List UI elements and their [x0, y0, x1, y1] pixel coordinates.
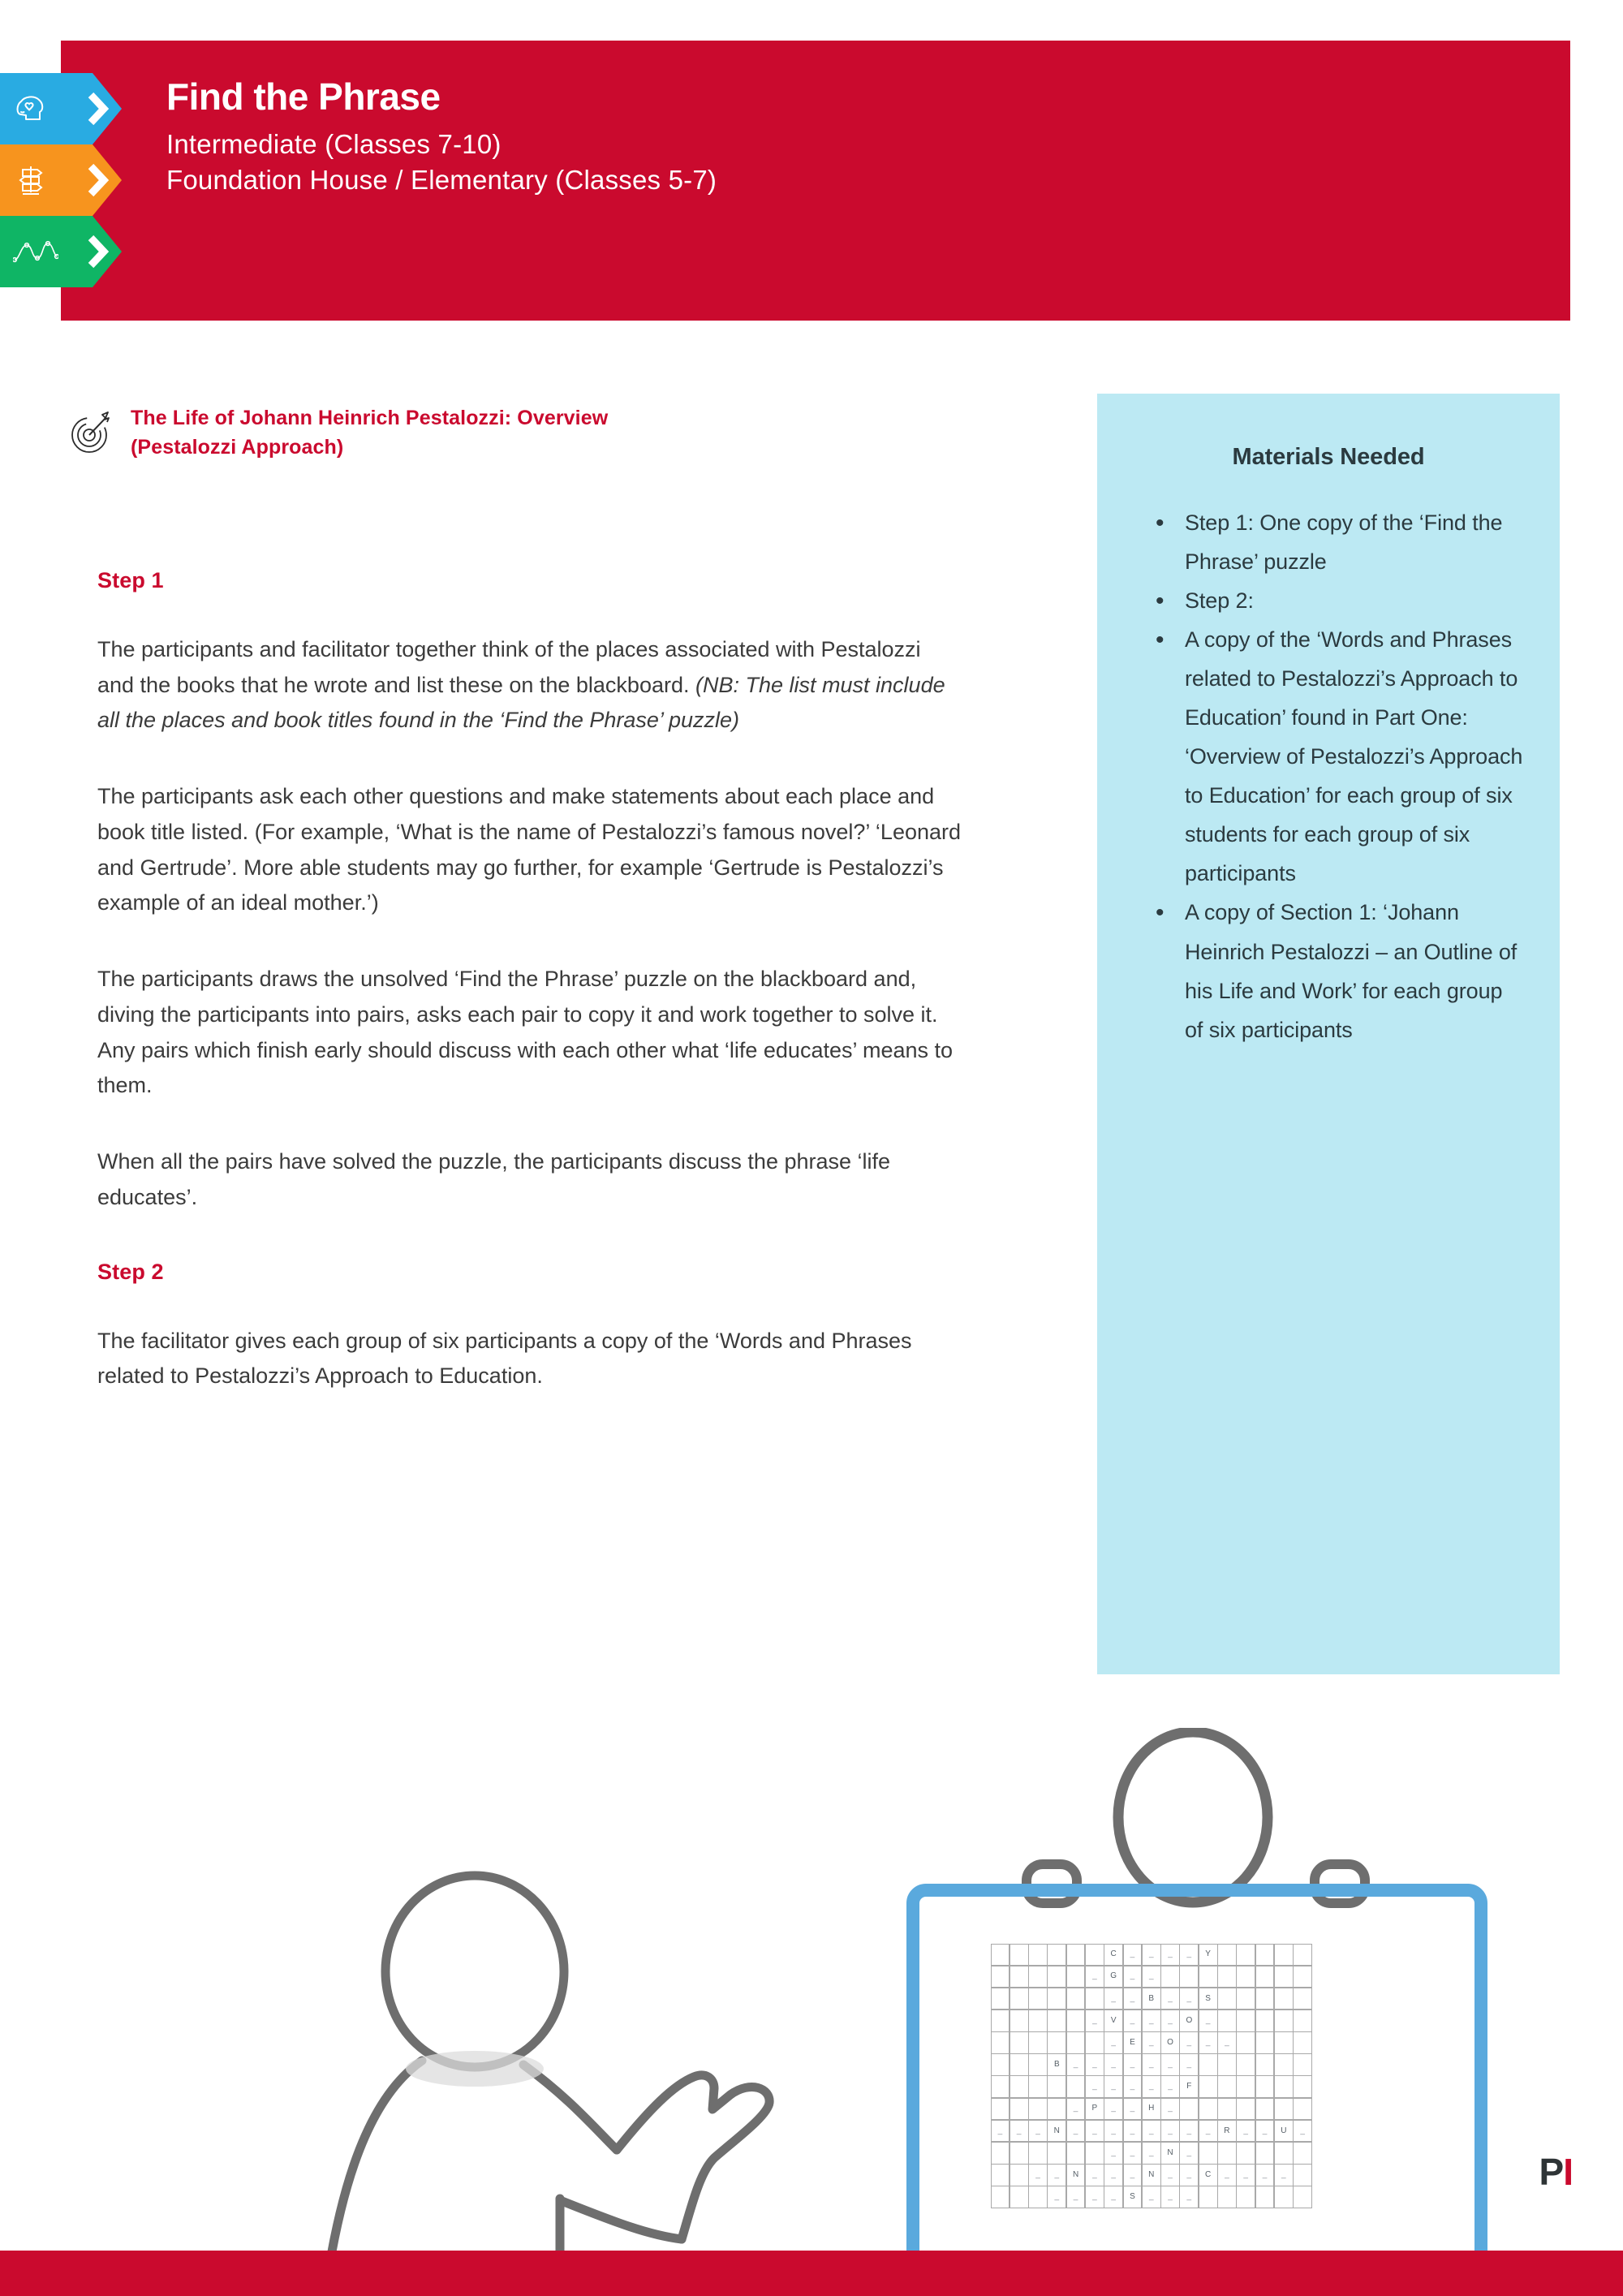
- chevron-right-icon: [86, 163, 110, 197]
- puzzle-cell-r6-c17[interactable]: [1293, 2053, 1312, 2076]
- puzzle-cell-r10-c12[interactable]: [1199, 2142, 1218, 2165]
- puzzle-cell-r2-c4[interactable]: [1047, 1966, 1066, 1988]
- puzzle-cell-r1-c15[interactable]: [1255, 1944, 1275, 1966]
- person-gesturing-figure: [325, 1876, 769, 2296]
- puzzle-cell-r8-c3[interactable]: [1028, 2098, 1048, 2121]
- puzzle-cell-r9-c16[interactable]: U: [1274, 2120, 1294, 2143]
- puzzle-cell-r6-c12[interactable]: [1199, 2053, 1218, 2076]
- puzzle-cell-r12-c5[interactable]: _: [1066, 2186, 1086, 2208]
- step-1-paragraph-1-note: (NB: The list must include all the places and book titles found in the ‘Find the Phrase’ puzzle): [97, 672, 945, 733]
- figure-arm-lower: [560, 2200, 682, 2239]
- puzzle-cell-r5-c11[interactable]: _: [1179, 2031, 1199, 2054]
- header-text-block: [166, 75, 717, 198]
- puzzle-cell-r9-c13[interactable]: R: [1217, 2120, 1237, 2143]
- puzzle-cell-r4-c15[interactable]: [1255, 2010, 1275, 2032]
- puzzle-cell-r4-c13[interactable]: [1217, 2010, 1237, 2032]
- puzzle-cell-r6-c16[interactable]: [1274, 2053, 1294, 2076]
- puzzle-cell-r4-c10[interactable]: _: [1160, 2010, 1180, 2032]
- puzzle-cell-r3-c6[interactable]: [1085, 1988, 1104, 2010]
- puzzle-cell-r4-c9[interactable]: _: [1142, 2010, 1161, 2032]
- puzzle-cell-r9-c7[interactable]: _: [1104, 2120, 1123, 2143]
- puzzle-cell-r6-c13[interactable]: [1217, 2053, 1237, 2076]
- puzzle-cell-r1-c16[interactable]: [1274, 1944, 1294, 1966]
- puzzle-cell-r12-c10[interactable]: _: [1160, 2186, 1180, 2208]
- puzzle-cell-r11-c13[interactable]: _: [1217, 2164, 1237, 2186]
- puzzle-cell-r11-c4[interactable]: _: [1047, 2164, 1066, 2186]
- step-1-label: Step 1: [97, 568, 164, 592]
- puzzle-cell-r12-c16[interactable]: [1274, 2186, 1294, 2208]
- puzzle-cell-r6-c5[interactable]: _: [1066, 2053, 1086, 2076]
- puzzle-cell-r10-c7[interactable]: _: [1104, 2142, 1123, 2165]
- easel-top-ring: [1118, 1732, 1268, 1902]
- wave-chart-icon: [13, 235, 58, 268]
- puzzle-cell-r7-c10[interactable]: _: [1160, 2075, 1180, 2098]
- puzzle-cell-r5-c5[interactable]: [1066, 2031, 1086, 2054]
- step-2-label: Step 2: [97, 1259, 164, 1284]
- puzzle-cell-r7-c12[interactable]: [1199, 2075, 1218, 2098]
- puzzle-cell-r4-c6[interactable]: _: [1085, 2010, 1104, 2032]
- chevron-wave-chart: [0, 216, 122, 287]
- puzzle-cell-r5-c6[interactable]: [1085, 2031, 1104, 2054]
- puzzle-cell-r3-c14[interactable]: [1236, 1988, 1255, 2010]
- puzzle-cell-r4-c3[interactable]: [1028, 2010, 1048, 2032]
- step-1-paragraph-4: When all the pairs have solved the puzzle, the participants discuss the phrase ‘life educates’.: [97, 1149, 891, 1209]
- step-1-paragraph-1-plain: The participants and facilitator together think of the places associated with Pestalozzi and the books that he wrote and list these on the blackboard.: [97, 637, 921, 697]
- puzzle-cell-r1-c9[interactable]: _: [1142, 1944, 1161, 1966]
- puzzle-cell-r9-c11[interactable]: _: [1179, 2120, 1199, 2143]
- puzzle-cell-r6-c6[interactable]: _: [1085, 2053, 1104, 2076]
- puzzle-cell-r11-c16[interactable]: _: [1274, 2164, 1294, 2186]
- puzzle-cell-r2-c5[interactable]: [1066, 1966, 1086, 1988]
- puzzle-cell-r7-c17[interactable]: [1293, 2075, 1312, 2098]
- puzzle-cell-r1-c6[interactable]: [1085, 1944, 1104, 1966]
- puzzle-cell-r4-c5[interactable]: [1066, 2010, 1086, 2032]
- puzzle-cell-r2-c16[interactable]: [1274, 1966, 1294, 1988]
- puzzle-cell-r4-c8[interactable]: _: [1123, 2010, 1143, 2032]
- puzzle-cell-r8-c12[interactable]: [1199, 2098, 1218, 2121]
- puzzle-cell-r1-c17[interactable]: [1293, 1944, 1312, 1966]
- puzzle-cell-r8-c17[interactable]: [1293, 2098, 1312, 2121]
- puzzle-cell-r4-c14[interactable]: [1236, 2010, 1255, 2032]
- puzzle-cell-r4-c7[interactable]: V: [1104, 2010, 1123, 2032]
- puzzle-cell-r8-c8[interactable]: _: [1123, 2098, 1143, 2121]
- head-heart-icon: [13, 90, 50, 127]
- puzzle-cell-r2-c11[interactable]: [1179, 1966, 1199, 1988]
- puzzle-cell-r10-c8[interactable]: _: [1123, 2142, 1143, 2165]
- puzzle-cell-r8-c16[interactable]: [1274, 2098, 1294, 2121]
- puzzle-cell-r7-c4[interactable]: [1047, 2075, 1066, 2098]
- puzzle-cell-r12-c14[interactable]: [1236, 2186, 1255, 2208]
- puzzle-cell-r3-c9[interactable]: B: [1142, 1988, 1161, 2010]
- puzzle-cell-r1-c3[interactable]: [1028, 1944, 1048, 1966]
- list-item: • A copy of the ‘Words and Phrases related to Pestalozzi’s Approach to Education’ found in Part One: ‘Overview of Pestalozzi’s Approach to Education’ for each group of six students for each group of six participants: [1152, 620, 1524, 893]
- footer-red-bar: [0, 2251, 1623, 2296]
- figure-hand: [617, 2075, 769, 2239]
- puzzle-cell-r9-c2[interactable]: _: [1010, 2120, 1029, 2143]
- materials-needed-panel: [1097, 394, 1560, 1674]
- puzzle-cell-r9-c6[interactable]: _: [1085, 2120, 1104, 2143]
- puzzle-cell-r12-c4[interactable]: _: [1047, 2186, 1066, 2208]
- puzzle-cell-r10-c1[interactable]: [991, 2142, 1010, 2165]
- puzzle-cell-r7-c6[interactable]: _: [1085, 2075, 1104, 2098]
- puzzle-cell-r12-c15[interactable]: [1255, 2186, 1275, 2208]
- puzzle-cell-r7-c1[interactable]: [991, 2075, 1010, 2098]
- section-title-line-1: The Life of Johann Heinrich Pestalozzi: Overview: [131, 407, 609, 429]
- puzzle-cell-r3-c17[interactable]: [1293, 1988, 1312, 2010]
- puzzle-cell-r1-c8[interactable]: _: [1123, 1944, 1143, 1966]
- puzzle-cell-r7-c5[interactable]: [1066, 2075, 1086, 2098]
- puzzle-cell-r3-c10[interactable]: _: [1160, 1988, 1180, 2010]
- puzzle-cell-r9-c3[interactable]: _: [1028, 2120, 1048, 2143]
- step-2-paragraph-1: The facilitator gives each group of six participants a copy of the ‘Words and Phrases related to Pestalozzi’s Approach to Education.: [97, 1328, 912, 1389]
- puzzle-cell-r7-c15[interactable]: [1255, 2075, 1275, 2098]
- puzzle-cell-r11-c12[interactable]: C: [1199, 2164, 1218, 2186]
- pi-logo: [1539, 2151, 1573, 2193]
- puzzle-cell-r5-c17[interactable]: [1293, 2031, 1312, 2054]
- puzzle-cell-r2-c9[interactable]: _: [1142, 1966, 1161, 1988]
- puzzle-cell-r3-c2[interactable]: [1010, 1988, 1029, 2010]
- puzzle-cell-r5-c4[interactable]: [1047, 2031, 1066, 2054]
- puzzle-cell-r6-c1[interactable]: [991, 2053, 1010, 2076]
- step-1-paragraph-3: The participants draws the unsolved ‘Find the Phrase’ puzzle on the blackboard and, diving the participants into pairs, asks each pair to copy it and work together to solve it. Any pairs which finish early should discuss with each other what ‘life educates’ means to them.: [97, 967, 954, 1098]
- puzzle-cell-r1-c1[interactable]: [991, 1944, 1010, 1966]
- puzzle-cell-r5-c7[interactable]: _: [1104, 2031, 1123, 2054]
- puzzle-cell-r10-c4[interactable]: [1047, 2142, 1066, 2165]
- puzzle-cell-r11-c17[interactable]: [1293, 2164, 1312, 2186]
- puzzle-cell-r5-c16[interactable]: [1274, 2031, 1294, 2054]
- puzzle-cell-r8-c14[interactable]: [1236, 2098, 1255, 2121]
- puzzle-cell-r11-c8[interactable]: _: [1123, 2164, 1143, 2186]
- puzzle-cell-r10-c3[interactable]: [1028, 2142, 1048, 2165]
- chevron-right-icon: [86, 92, 110, 126]
- puzzle-cell-r8-c1[interactable]: [991, 2098, 1010, 2121]
- puzzle-cell-r8-c11[interactable]: [1179, 2098, 1199, 2121]
- puzzle-cell-r11-c3[interactable]: _: [1028, 2164, 1048, 2186]
- header-chevron-icons: [0, 73, 122, 288]
- puzzle-cell-r5-c1[interactable]: [991, 2031, 1010, 2054]
- puzzle-cell-r2-c3[interactable]: [1028, 1966, 1048, 1988]
- puzzle-cell-r8-c2[interactable]: [1010, 2098, 1029, 2121]
- step-1-paragraph-2: The participants ask each other questions and make statements about each place and book title listed. (For example, ‘What is the name of Pestalozzi’s famous novel?’ ‘Leonard and Gertrude’. More able students may go further, for example ‘Gertrude is Pestalozzi’s example of an ideal mother.’): [97, 784, 962, 915]
- puzzle-cell-r3-c3[interactable]: [1028, 1988, 1048, 2010]
- figure-right-shoulder: [523, 2065, 617, 2150]
- puzzle-cell-r7-c13[interactable]: [1217, 2075, 1237, 2098]
- puzzle-cell-r6-c4[interactable]: B: [1047, 2053, 1066, 2076]
- section-title-line-2: (Pestalozzi Approach): [131, 435, 344, 459]
- logo-letter-i: I: [1563, 2151, 1573, 2193]
- puzzle-cell-r2-c8[interactable]: _: [1123, 1966, 1143, 1988]
- puzzle-cell-r10-c10[interactable]: N: [1160, 2142, 1180, 2165]
- section-title-text: [131, 404, 608, 462]
- puzzle-cell-r10-c17[interactable]: [1293, 2142, 1312, 2165]
- puzzle-cell-r2-c10[interactable]: [1160, 1966, 1180, 1988]
- puzzle-cell-r10-c5[interactable]: [1066, 2142, 1086, 2165]
- puzzle-cell-r8-c10[interactable]: _: [1160, 2098, 1180, 2121]
- puzzle-cell-r10-c6[interactable]: [1085, 2142, 1104, 2165]
- puzzle-cell-r11-c10[interactable]: _: [1160, 2164, 1180, 2186]
- puzzle-cell-r7-c8[interactable]: _: [1123, 2075, 1143, 2098]
- puzzle-cell-r1-c5[interactable]: [1066, 1944, 1086, 1966]
- puzzle-cell-r4-c1[interactable]: [991, 2010, 1010, 2032]
- puzzle-cell-r9-c5[interactable]: _: [1066, 2120, 1086, 2143]
- figure-head: [385, 1876, 564, 2067]
- puzzle-cell-r12-c2[interactable]: [1010, 2186, 1029, 2208]
- puzzle-cell-r10-c15[interactable]: [1255, 2142, 1275, 2165]
- puzzle-cell-r9-c8[interactable]: _: [1123, 2120, 1143, 2143]
- puzzle-cell-r11-c11[interactable]: _: [1179, 2164, 1199, 2186]
- puzzle-cell-r9-c9[interactable]: _: [1142, 2120, 1161, 2143]
- signpost-icon: [13, 162, 50, 199]
- puzzle-cell-r6-c15[interactable]: [1255, 2053, 1275, 2076]
- chevron-right-icon: [86, 235, 110, 269]
- puzzle-cell-r10-c11[interactable]: _: [1179, 2142, 1199, 2165]
- puzzle-cell-r3-c13[interactable]: [1217, 1988, 1237, 2010]
- puzzle-cell-r9-c14[interactable]: _: [1236, 2120, 1255, 2143]
- step-1-paragraph-1: [97, 632, 962, 739]
- puzzle-cell-r11-c6[interactable]: _: [1085, 2164, 1104, 2186]
- puzzle-cell-r4-c11[interactable]: O: [1179, 2010, 1199, 2032]
- puzzle-cell-r3-c1[interactable]: [991, 1988, 1010, 2010]
- puzzle-cell-r11-c9[interactable]: N: [1142, 2164, 1161, 2186]
- puzzle-cell-r6-c2[interactable]: [1010, 2053, 1029, 2076]
- puzzle-cell-r2-c2[interactable]: [1010, 1966, 1029, 1988]
- chevron-head-heart: [0, 73, 122, 144]
- puzzle-cell-r12-c11[interactable]: _: [1179, 2186, 1199, 2208]
- logo-letter-p: P: [1539, 2151, 1564, 2193]
- puzzle-cell-r8-c4[interactable]: [1047, 2098, 1066, 2121]
- puzzle-cell-r6-c3[interactable]: [1028, 2053, 1048, 2076]
- puzzle-cell-r7-c9[interactable]: _: [1142, 2075, 1161, 2098]
- puzzle-cell-r11-c2[interactable]: [1010, 2164, 1029, 2186]
- puzzle-cell-r1-c12[interactable]: Y: [1199, 1944, 1218, 1966]
- figure-neck-shadow: [406, 2051, 544, 2087]
- puzzle-cell-r3-c5[interactable]: [1066, 1988, 1086, 2010]
- puzzle-cell-r6-c14[interactable]: [1236, 2053, 1255, 2076]
- puzzle-cell-r3-c8[interactable]: _: [1123, 1988, 1143, 2010]
- puzzle-cell-r12-c1[interactable]: [991, 2186, 1010, 2208]
- puzzle-cell-r4-c17[interactable]: [1293, 2010, 1312, 2032]
- puzzle-cell-r7-c14[interactable]: [1236, 2075, 1255, 2098]
- puzzle-cell-r5-c12[interactable]: _: [1199, 2031, 1218, 2054]
- puzzle-cell-r9-c17[interactable]: _: [1293, 2120, 1312, 2143]
- puzzle-cell-r3-c12[interactable]: S: [1199, 1988, 1218, 2010]
- puzzle-cell-r5-c15[interactable]: [1255, 2031, 1275, 2054]
- header-subtitle-line-2: Foundation House / Elementary (Classes 5-7): [166, 165, 717, 196]
- materials-list: [1133, 503, 1524, 1049]
- puzzle-cell-r2-c1[interactable]: [991, 1966, 1010, 1988]
- puzzle-cell-r4-c16[interactable]: [1274, 2010, 1294, 2032]
- puzzle-cell-r10-c14[interactable]: [1236, 2142, 1255, 2165]
- puzzle-cell-r5-c8[interactable]: E: [1123, 2031, 1143, 2054]
- target-arrow-icon: [69, 409, 114, 454]
- puzzle-cell-r8-c9[interactable]: H: [1142, 2098, 1161, 2121]
- puzzle-cell-r9-c10[interactable]: _: [1160, 2120, 1180, 2143]
- puzzle-cell-r1-c11[interactable]: _: [1179, 1944, 1199, 1966]
- puzzle-cell-r4-c2[interactable]: [1010, 2010, 1029, 2032]
- puzzle-cell-r10-c13[interactable]: [1217, 2142, 1237, 2165]
- puzzle-cell-r2-c6[interactable]: _: [1085, 1966, 1104, 1988]
- puzzle-cell-r3-c4[interactable]: [1047, 1988, 1066, 2010]
- materials-needed-title: Materials Needed: [1232, 444, 1425, 470]
- puzzle-cell-r12-c17[interactable]: [1293, 2186, 1312, 2208]
- puzzle-cell-r7-c7[interactable]: _: [1104, 2075, 1123, 2098]
- puzzle-cell-r4-c12[interactable]: _: [1199, 2010, 1218, 2032]
- page-title: Find the Phrase: [166, 75, 441, 118]
- puzzle-cell-r2-c12[interactable]: [1199, 1966, 1218, 1988]
- puzzle-cell-r8-c13[interactable]: [1217, 2098, 1237, 2121]
- puzzle-cell-r11-c5[interactable]: N: [1066, 2164, 1086, 2186]
- puzzle-cell-r9-c15[interactable]: _: [1255, 2120, 1275, 2143]
- puzzle-cell-r12-c6[interactable]: _: [1085, 2186, 1104, 2208]
- puzzle-cell-r10-c2[interactable]: [1010, 2142, 1029, 2165]
- puzzle-cell-r5-c14[interactable]: [1236, 2031, 1255, 2054]
- page-header: [61, 41, 1570, 321]
- list-item: • Step 1: One copy of the ‘Find the Phrase’ puzzle: [1152, 503, 1524, 581]
- puzzle-cell-r10-c9[interactable]: _: [1142, 2142, 1161, 2165]
- puzzle-cell-r9-c12[interactable]: _: [1199, 2120, 1218, 2143]
- puzzle-cell-r2-c17[interactable]: [1293, 1966, 1312, 1988]
- puzzle-cell-r1-c13[interactable]: [1217, 1944, 1237, 1966]
- puzzle-cell-r1-c10[interactable]: _: [1160, 1944, 1180, 1966]
- puzzle-cell-r3-c15[interactable]: [1255, 1988, 1275, 2010]
- bottom-illustration: [0, 1728, 1623, 2296]
- puzzle-cell-r8-c15[interactable]: [1255, 2098, 1275, 2121]
- puzzle-cell-r12-c12[interactable]: [1199, 2186, 1218, 2208]
- puzzle-cell-r1-c4[interactable]: [1047, 1944, 1066, 1966]
- chevron-signpost: [0, 144, 122, 216]
- puzzle-cell-r11-c7[interactable]: _: [1104, 2164, 1123, 2186]
- list-item: • A copy of Section 1: ‘Johann Heinrich Pestalozzi – an Outline of his Life and Work’ for each group of six participants: [1152, 893, 1524, 1049]
- puzzle-cell-r5-c2[interactable]: [1010, 2031, 1029, 2054]
- puzzle-cell-r5-c10[interactable]: O: [1160, 2031, 1180, 2054]
- puzzle-cell-r8-c5[interactable]: _: [1066, 2098, 1086, 2121]
- main-content-column: [97, 568, 962, 1394]
- puzzle-cell-r12-c8[interactable]: S: [1123, 2186, 1143, 2208]
- puzzle-cell-r3-c11[interactable]: _: [1179, 1988, 1199, 2010]
- puzzle-cell-r3-c7[interactable]: _: [1104, 1988, 1123, 2010]
- list-item: • Step 2:: [1152, 581, 1524, 620]
- puzzle-cell-r6-c7[interactable]: _: [1104, 2053, 1123, 2076]
- section-heading: [69, 404, 880, 462]
- puzzle-cell-r1-c14[interactable]: [1236, 1944, 1255, 1966]
- puzzle-cell-r6-c9[interactable]: _: [1142, 2053, 1161, 2076]
- puzzle-cell-r2-c13[interactable]: [1217, 1966, 1237, 1988]
- puzzle-cell-r5-c3[interactable]: [1028, 2031, 1048, 2054]
- header-subtitle-line-1: Intermediate (Classes 7-10): [166, 129, 502, 160]
- puzzle-cell-r2-c15[interactable]: [1255, 1966, 1275, 1988]
- puzzle-cell-r11-c1[interactable]: [991, 2164, 1010, 2186]
- puzzle-cell-r7-c16[interactable]: [1274, 2075, 1294, 2098]
- puzzle-cell-r12-c3[interactable]: [1028, 2186, 1048, 2208]
- puzzle-cell-r12-c13[interactable]: [1217, 2186, 1237, 2208]
- puzzle-cell-r7-c3[interactable]: [1028, 2075, 1048, 2098]
- puzzle-cell-r12-c9[interactable]: _: [1142, 2186, 1161, 2208]
- puzzle-cell-r7-c2[interactable]: [1010, 2075, 1029, 2098]
- puzzle-cell-r1-c2[interactable]: [1010, 1944, 1029, 1966]
- puzzle-cell-r6-c8[interactable]: _: [1123, 2053, 1143, 2076]
- puzzle-cell-r5-c9[interactable]: _: [1142, 2031, 1161, 2054]
- puzzle-cell-r5-c13[interactable]: _: [1217, 2031, 1237, 2054]
- puzzle-cell-r1-c7[interactable]: C: [1104, 1944, 1123, 1966]
- puzzle-cell-r6-c10[interactable]: _: [1160, 2053, 1180, 2076]
- puzzle-cell-r11-c15[interactable]: _: [1255, 2164, 1275, 2186]
- puzzle-cell-r3-c16[interactable]: [1274, 1988, 1294, 2010]
- puzzle-cell-r12-c7[interactable]: _: [1104, 2186, 1123, 2208]
- puzzle-cell-r9-c4[interactable]: N: [1047, 2120, 1066, 2143]
- find-the-phrase-crossword-grid[interactable]: [991, 1944, 1312, 2208]
- puzzle-cell-r9-c1[interactable]: _: [991, 2120, 1010, 2143]
- puzzle-cell-r4-c4[interactable]: [1047, 2010, 1066, 2032]
- puzzle-cell-r8-c6[interactable]: P: [1085, 2098, 1104, 2121]
- puzzle-cell-r10-c16[interactable]: [1274, 2142, 1294, 2165]
- puzzle-cell-r8-c7[interactable]: _: [1104, 2098, 1123, 2121]
- puzzle-cell-r2-c7[interactable]: G: [1104, 1966, 1123, 1988]
- puzzle-cell-r7-c11[interactable]: F: [1179, 2075, 1199, 2098]
- puzzle-cell-r2-c14[interactable]: [1236, 1966, 1255, 1988]
- puzzle-cell-r6-c11[interactable]: _: [1179, 2053, 1199, 2076]
- puzzle-cell-r11-c14[interactable]: _: [1236, 2164, 1255, 2186]
